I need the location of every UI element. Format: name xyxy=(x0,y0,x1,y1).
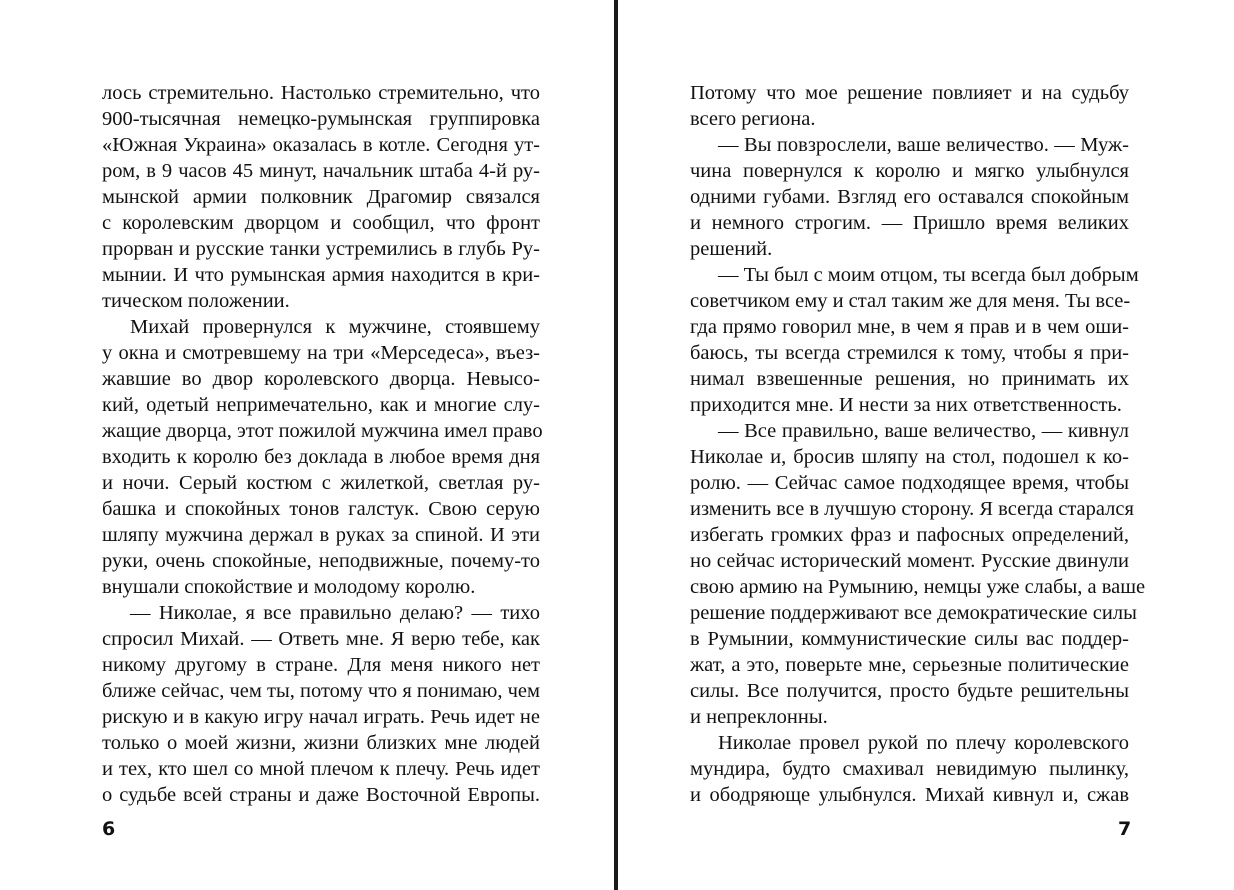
right-page xyxy=(618,0,1234,890)
text-line: — Вы повзрослели, ваше величество. — Муж- xyxy=(718,134,1129,156)
text-line: башка и спокойных тонов галстук. Свою серую xyxy=(102,498,540,520)
text-line: только о моей жизни, жизни близких мне людей xyxy=(102,732,540,754)
text-line: свою армию на Румынию, немцы уже слабы, а ваше xyxy=(690,576,1146,598)
text-line: и непреклонны. xyxy=(690,706,828,728)
text-line: 900-тысячная немецко-румынская группировка xyxy=(102,108,540,130)
text-line: и тех, кто шел со мной плечом к плечу. Речь идет xyxy=(102,758,540,780)
text-line: силы. Все получится, просто будьте решительны xyxy=(690,680,1129,702)
text-line: — Все правильно, ваше величество, — кивнул xyxy=(718,420,1129,442)
text-line: Михай провернулся к мужчине, стоявшему xyxy=(130,316,540,338)
text-line: гда прямо говорил мне, в чем я прав и в чем оши- xyxy=(690,316,1129,338)
text-line: внушали спокойствие и молодому королю. xyxy=(102,576,476,598)
text-line: ром, в 9 часов 45 минут, начальник штаба 4-й ру- xyxy=(102,160,540,182)
left-page xyxy=(0,0,616,890)
left-page-number: 6 xyxy=(102,818,116,840)
text-line: о судьбе всей страны и даже Восточной Европы. xyxy=(102,784,540,806)
text-line: входить к королю без доклада в любое время дня xyxy=(102,446,540,468)
text-line: Николае и, бросив шляпу на стол, подошел к ко- xyxy=(690,446,1129,468)
text-line: мынской армии полковник Драгомир связался xyxy=(102,186,540,208)
text-line: руки, очень спокойные, неподвижные, почему-то xyxy=(102,550,540,572)
text-line: советчиком ему и стал таким же для меня. Ты все- xyxy=(690,290,1131,312)
right-page-number: 7 xyxy=(1118,818,1132,840)
text-line: никому другому в стране. Для меня никого нет xyxy=(102,654,540,676)
text-line: жащие дворца, этот пожилой мужчина имел право xyxy=(102,420,543,442)
text-line: тическом положении. xyxy=(102,290,290,312)
text-line: ближе сейчас, чем ты, потому что я понимаю, чем xyxy=(102,680,540,702)
text-line: жат, а это, поверьте мне, серьезные политические xyxy=(690,654,1129,676)
text-line: и ночи. Серый костюм с жилеткой, светлая ру- xyxy=(102,472,540,494)
text-line: чина повернулся к королю и мягко улыбнулся xyxy=(690,160,1129,182)
text-line: решений. xyxy=(690,238,773,260)
text-line: приходится мне. И нести за них ответственность. xyxy=(690,394,1122,416)
text-line: всего региона. xyxy=(690,108,816,130)
text-line: одними губами. Взгляд его оставался спокойным xyxy=(690,186,1129,208)
text-line: нимал взвешенные решения, но принимать их xyxy=(690,368,1129,390)
text-line: изменить все в лучшую сторону. Я всегда старался xyxy=(690,498,1134,520)
text-line: прорван и русские танки устремились в глубь Ру- xyxy=(102,238,540,260)
text-line: решение поддерживают все демократические силы xyxy=(690,602,1137,624)
text-line: и немного строгим. — Пришло время великих xyxy=(690,212,1129,234)
text-line: Николае провел рукой по плечу королевского xyxy=(718,732,1129,754)
text-line: мынии. И что румынская армия находится в кри- xyxy=(102,264,540,286)
text-line: лось стремительно. Настолько стремительно, что xyxy=(102,82,540,104)
text-line: у окна и смотревшему на три «Мерседеса», въез- xyxy=(102,342,540,364)
right-page-text xyxy=(690,80,1146,808)
text-line: жавшие во двор королевского дворца. Невысо- xyxy=(102,368,540,390)
text-line: баюсь, ты всегда стремился к тому, чтобы я при- xyxy=(690,342,1129,364)
text-line: мундира, будто смахивал невидимую пылинку, xyxy=(690,758,1129,780)
text-line: — Николае, я все правильно делаю? — тихо xyxy=(130,602,540,624)
text-line: избегать громких фраз и пафосных определений, xyxy=(690,524,1129,546)
text-line: — Ты был с моим отцом, ты всегда был добрым xyxy=(718,264,1139,286)
text-line: ролю. — Сейчас самое подходящее время, чтобы xyxy=(690,472,1129,494)
text-line: спросил Михай. — Ответь мне. Я верю тебе, как xyxy=(102,628,540,650)
text-line: шляпу мужчина держал в руках за спиной. И эти xyxy=(102,524,540,546)
text-line: Потому что мое решение повлияет и на судьбу xyxy=(690,82,1129,104)
text-line: в Румынии, коммунистические силы вас поддер- xyxy=(690,628,1129,650)
text-line: рискую и в какую игру начал играть. Речь идет не xyxy=(102,706,540,728)
text-line: «Южная Украина» оказалась в котле. Сегодня ут- xyxy=(102,134,540,156)
text-line: кий, одетый непримечательно, как и многие слу- xyxy=(102,394,540,416)
text-line: с королевским дворцом и сообщил, что фронт xyxy=(102,212,540,234)
text-line: и ободряюще улыбнулся. Михай кивнул и, сжав xyxy=(690,784,1129,806)
text-line: но сейчас исторический момент. Русские двинули xyxy=(690,550,1129,572)
left-page-text xyxy=(102,80,543,808)
